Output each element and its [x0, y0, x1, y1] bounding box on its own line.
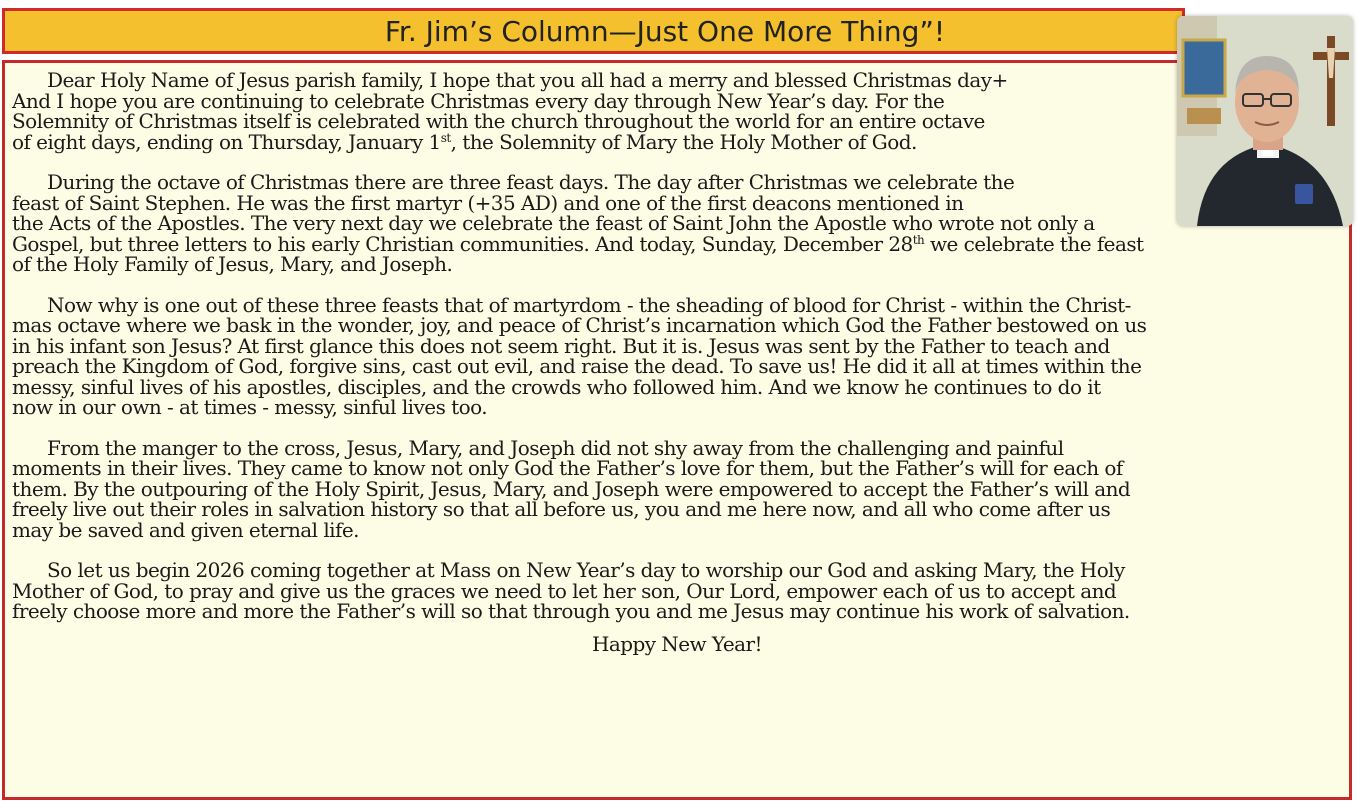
text-segment: of eight days, ending on Thursday, January 1 — [12, 129, 441, 154]
text-line: Solemnity of Christmas itself is celebrated with the church throughout the world for an entire octave — [12, 109, 985, 133]
text-line: in his infant son Jesus? At first glance this does not seem right. But it is. Jesus was sent by the Father to teach and — [12, 333, 1110, 358]
paragraph-3 — [12, 292, 1348, 419]
text-segment: , the Solemnity of Mary the Holy Mother of God. — [450, 129, 917, 154]
text-line: During the octave of Christmas there are three feast days. The day after Christmas we celebrate the — [47, 170, 1015, 194]
text-line: Now why is one out of these three feasts that of martyrdom - the sheading of blood for Christ - within the Christ- — [47, 292, 1131, 317]
text-line — [12, 231, 1348, 256]
text-line: Mother of God, to pray and give us the graces we need to let her son, Our Lord, empower each of us to accept and — [12, 578, 1117, 603]
text-line: feast of Saint Stephen. He was the first martyr (+35 AD) and one of the first deacons mentioned in — [12, 190, 964, 215]
text-line: moments in their lives. They came to know not only God the Father’s love for them, but the Father’s will for each of — [12, 456, 1123, 480]
text-line — [12, 129, 1348, 154]
ordinal-suffix: st — [440, 130, 451, 145]
text-segment: Gospel, but three letters to his early Christian communities. And today, Sunday, December 28 — [12, 231, 913, 256]
text-line: mas octave where we bask in the wonder, joy, and peace of Christ’s incarnation which God the Father bestowed on us — [12, 313, 1147, 337]
text-line: freely choose more and more the Father’s will so that through you and me Jesus may continue his work of salvation. — [12, 599, 1130, 623]
ordinal-suffix: th — [912, 232, 925, 247]
text-line: freely live out their roles in salvation history so that all before us, you and me here now, and all who come after us — [12, 497, 1111, 521]
text-line: Dear Holy Name of Jesus parish family, I hope that you all had a merry and blessed Christmas day+ — [47, 68, 1008, 92]
text-line: them. By the outpouring of the Holy Spirit, Jesus, Mary, and Joseph were empowered to accept the Father’s will and — [12, 476, 1131, 501]
column-content — [12, 70, 1348, 654]
paragraph-1 — [12, 70, 1348, 152]
column-title-bar — [2, 8, 1185, 54]
paragraph-2 — [12, 172, 1348, 275]
text-line: So let us begin 2026 coming together at Mass on New Year’s day to worship our God and asking Mary, the Holy — [47, 558, 1125, 582]
text-line: the Acts of the Apostles. The very next day we celebrate the feast of Saint John the Apostle who wrote not only a — [12, 211, 1095, 235]
text-line: From the manger to the cross, Jesus, Mary, and Joseph did not shy away from the challenging and painful — [47, 435, 1064, 460]
text-line: may be saved and given eternal life. — [12, 517, 359, 542]
text-line: messy, sinful lives of his apostles, disciples, and the crowds who followed him. And we know he continues to do it — [12, 374, 1101, 399]
paragraph-4 — [12, 435, 1348, 542]
text-line: preach the Kingdom of God, forgive sins, cast out evil, and raise the dead. To save us! He did it all at times within the — [12, 354, 1142, 378]
paragraph-5 — [12, 560, 1348, 622]
text-segment: we celebrate the feast — [924, 231, 1144, 256]
text-line: now in our own - at times - messy, sinful lives too. — [12, 395, 488, 419]
closing-greeting: Happy New Year! — [591, 631, 762, 656]
text-line: of the Holy Family of Jesus, Mary, and Joseph. — [12, 252, 453, 276]
column-title: Fr. Jim’s Column—Just One More Thing”! — [384, 15, 946, 48]
text-line: And I hope you are continuing to celebrate Christmas every day through New Year’s day. For the — [12, 88, 945, 113]
